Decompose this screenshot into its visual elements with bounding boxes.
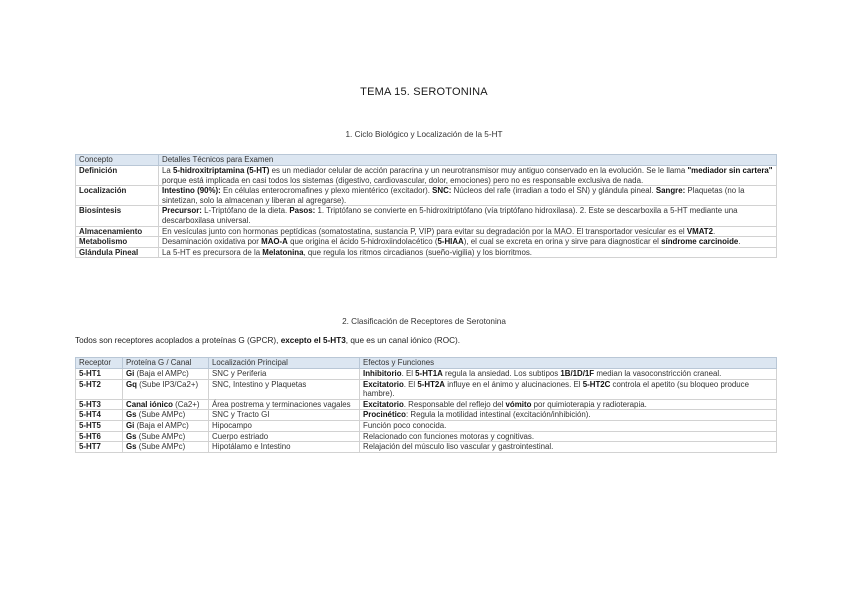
protein-cell bbox=[123, 379, 209, 399]
table-row bbox=[76, 399, 777, 410]
bold-text: 5-HIAA bbox=[437, 237, 464, 247]
location-cell: Área postrema y terminaciones vagales bbox=[209, 399, 360, 410]
details-cell bbox=[159, 247, 777, 258]
cycle-table bbox=[75, 154, 777, 258]
text-span: (Sube AMPc) bbox=[136, 410, 186, 420]
bold-text: Sangre: bbox=[655, 186, 686, 196]
protein-cell bbox=[123, 431, 209, 442]
text-span: (Sube AMPc) bbox=[136, 442, 186, 452]
text-span: En vesículas junto con hormonas peptídicas (somatostatina, sustancia P, VIP) para evitar su degradación por la MAO. El transportador vesicular es el bbox=[162, 226, 687, 236]
bold-text: Gs bbox=[126, 442, 137, 452]
concept-cell: Glándula Pineal bbox=[76, 247, 159, 258]
table-row bbox=[76, 166, 777, 186]
bold-text: 5-HT2C bbox=[582, 379, 611, 389]
receptors-intro bbox=[75, 336, 460, 345]
location-cell: SNC, Intestino y Plaquetas bbox=[209, 379, 360, 399]
location-cell: Cuerpo estriado bbox=[209, 431, 360, 442]
text-span: La 5-HT es precursora de la bbox=[162, 247, 263, 257]
text-span: Desaminación oxidativa por bbox=[162, 237, 262, 247]
receptor-cell: 5-HT6 bbox=[76, 431, 123, 442]
text-span: : Regula la motilidad intestinal (excitación/inhibición). bbox=[405, 410, 591, 420]
location-cell: Hipotálamo e Intestino bbox=[209, 442, 360, 453]
page-title: TEMA 15. SEROTONINA bbox=[360, 86, 488, 98]
text-span: median la vasoconstricción craneal. bbox=[594, 369, 722, 378]
text-span: . El bbox=[401, 369, 416, 378]
text-span: controla el apetito (su bloqueo produce hambre). bbox=[363, 379, 749, 399]
bold-text: Excitatorio bbox=[363, 379, 404, 389]
bold-text: Gq bbox=[126, 379, 137, 389]
effects-cell bbox=[360, 442, 777, 453]
bold-text: VMAT2 bbox=[686, 226, 714, 236]
cycle-table-header bbox=[76, 155, 777, 166]
bold-text: Gs bbox=[126, 410, 137, 420]
bold-text: Excitatorio bbox=[363, 399, 404, 409]
bold-text: Gi bbox=[126, 369, 135, 378]
table-row bbox=[76, 442, 777, 453]
bold-text: Procinético bbox=[363, 410, 406, 420]
receptors-table bbox=[75, 357, 777, 453]
header-details: Detalles Técnicos para Examen bbox=[159, 155, 777, 166]
text-span: (Ca2+) bbox=[172, 399, 200, 409]
text-span: , que regula los ritmos circadianos (sueño-vigilia) y los biorritmos. bbox=[303, 247, 532, 257]
receptor-cell: 5-HT5 bbox=[76, 420, 123, 431]
table-row bbox=[76, 186, 777, 206]
bold-text: Precursor: bbox=[162, 206, 202, 216]
bold-text: SNC: bbox=[432, 186, 452, 196]
text-span: (Sube IP3/Ca2+) bbox=[136, 379, 199, 389]
effects-cell bbox=[360, 399, 777, 410]
protein-cell bbox=[123, 442, 209, 453]
bold-text: Gs bbox=[126, 431, 137, 441]
details-cell bbox=[159, 186, 777, 206]
bold-text: Gi bbox=[126, 420, 135, 430]
effects-cell bbox=[360, 410, 777, 421]
table-row bbox=[76, 369, 777, 380]
protein-cell bbox=[123, 410, 209, 421]
text-span: Plaquetas (no la sintetizan, solo la almacenan y liberan al agregarse). bbox=[162, 186, 745, 205]
text-span: es un mediador celular de acción paracrina y un neurotransmisor muy antiguo conservado en la evolución. Se le llama bbox=[269, 166, 688, 175]
bold-text: 5-hidroxitriptamina (5-HT) bbox=[172, 166, 270, 175]
details-cell bbox=[159, 166, 777, 186]
text-span: L-Triptófano de la dieta. bbox=[201, 206, 290, 216]
effects-cell bbox=[360, 420, 777, 431]
table-row bbox=[76, 420, 777, 431]
effects-cell bbox=[360, 379, 777, 399]
bold-text: Inhibitorio bbox=[363, 369, 402, 378]
receptor-cell: 5-HT2 bbox=[76, 379, 123, 399]
header-concept: Concepto bbox=[76, 155, 159, 166]
bold-text: vómito bbox=[505, 399, 532, 409]
concept-cell: Almacenamiento bbox=[76, 226, 159, 237]
text-span: regula la ansiedad. Los subtipos bbox=[442, 369, 561, 378]
bold-text: síndrome carcinoide bbox=[661, 237, 739, 247]
header-receptor: Receptor bbox=[76, 358, 123, 369]
text-span: Función poco conocida. bbox=[363, 420, 447, 430]
table-row bbox=[76, 410, 777, 421]
table-row bbox=[76, 237, 777, 248]
receptor-cell: 5-HT7 bbox=[76, 442, 123, 453]
text-span: Relajación del músculo liso vascular y gastrointestinal. bbox=[363, 442, 554, 452]
text-span: . bbox=[738, 237, 741, 247]
concept-cell: Metabolismo bbox=[76, 237, 159, 248]
bold-text: 5-HT1A bbox=[415, 369, 443, 378]
bold-text: Intestino (90%): bbox=[162, 186, 221, 196]
protein-cell bbox=[123, 399, 209, 410]
text-span: influye en el ánimo y alucinaciones. El bbox=[445, 379, 583, 389]
receptors-table-header bbox=[76, 358, 777, 369]
text-span: . Responsable del reflejo del bbox=[403, 399, 506, 409]
text-span: que origina el ácido 5-hidroxiindolacético ( bbox=[287, 237, 438, 247]
receptor-cell: 5-HT4 bbox=[76, 410, 123, 421]
location-cell: SNC y Tracto GI bbox=[209, 410, 360, 421]
text-span: En células enterocromafines y plexo mientérico (excitador). bbox=[220, 186, 433, 196]
table-row bbox=[76, 379, 777, 399]
text-span: por quimioterapia y radioterapia. bbox=[531, 399, 647, 409]
section-title-receptors: 2. Clasificación de Receptores de Serotonina bbox=[342, 317, 506, 326]
bold-text: excepto el 5-HT3 bbox=[280, 336, 346, 345]
text-span: Todos son receptores acoplados a proteínas G (GPCR), bbox=[75, 336, 281, 345]
text-span: ), el cual se excreta en orina y sirve para diagnosticar el bbox=[463, 237, 662, 247]
bold-text: Melatonina bbox=[262, 247, 304, 257]
header-protein: Proteína G / Canal bbox=[123, 358, 209, 369]
text-span: La bbox=[162, 166, 173, 175]
concept-cell: Definición bbox=[76, 166, 159, 186]
table-row bbox=[76, 431, 777, 442]
bold-text: Pasos: bbox=[289, 206, 316, 216]
bold-text: 1B/1D/1F bbox=[560, 369, 595, 378]
section-title-cycle: 1. Ciclo Biológico y Localización de la 5-HT bbox=[345, 130, 503, 139]
table-row bbox=[76, 206, 777, 226]
details-cell bbox=[159, 237, 777, 248]
bold-text: MAO-A bbox=[261, 237, 288, 247]
text-span: (Baja el AMPc) bbox=[134, 420, 189, 430]
concept-cell: Localización bbox=[76, 186, 159, 206]
protein-cell bbox=[123, 420, 209, 431]
header-effects: Efectos y Funciones bbox=[360, 358, 777, 369]
text-span: , que es un canal iónico (ROC). bbox=[345, 336, 461, 345]
receptor-cell: 5-HT3 bbox=[76, 399, 123, 410]
details-cell bbox=[159, 206, 777, 226]
header-location: Localización Principal bbox=[209, 358, 360, 369]
text-span: porque está implicada en casi todos los sistemas (digestivo, cardiovascular, dolor, emociones) pero no es responsable exclusiva de nada. bbox=[162, 175, 644, 185]
bold-text: Canal iónico bbox=[126, 399, 173, 409]
text-span: (Baja el AMPc) bbox=[134, 369, 189, 378]
text-span: 1. Triptófano se convierte en 5-hidroxitriptófano (vía triptófano hidroxilasa). 2. Este se descarboxila a 5-HT mediante una descarboxilasa universal. bbox=[162, 206, 738, 225]
table-row bbox=[76, 226, 777, 237]
text-span: Núcleos del rafe (irradian a todo el SN) y glándula pineal. bbox=[451, 186, 656, 196]
receptor-cell: 5-HT1 bbox=[76, 369, 123, 380]
text-span: . El bbox=[403, 379, 418, 389]
bold-text: "mediador sin cartera" bbox=[687, 166, 773, 175]
concept-cell: Biosíntesis bbox=[76, 206, 159, 226]
location-cell: SNC y Periferia bbox=[209, 369, 360, 380]
effects-cell bbox=[360, 431, 777, 442]
text-span: (Sube AMPc) bbox=[136, 431, 186, 441]
protein-cell bbox=[123, 369, 209, 380]
location-cell: Hipocampo bbox=[209, 420, 360, 431]
bold-text: 5-HT2A bbox=[417, 379, 445, 389]
details-cell bbox=[159, 226, 777, 237]
table-row bbox=[76, 247, 777, 258]
effects-cell bbox=[360, 369, 777, 380]
text-span: Relacionado con funciones motoras y cognitivas. bbox=[363, 431, 535, 441]
text-span: . bbox=[713, 226, 716, 236]
